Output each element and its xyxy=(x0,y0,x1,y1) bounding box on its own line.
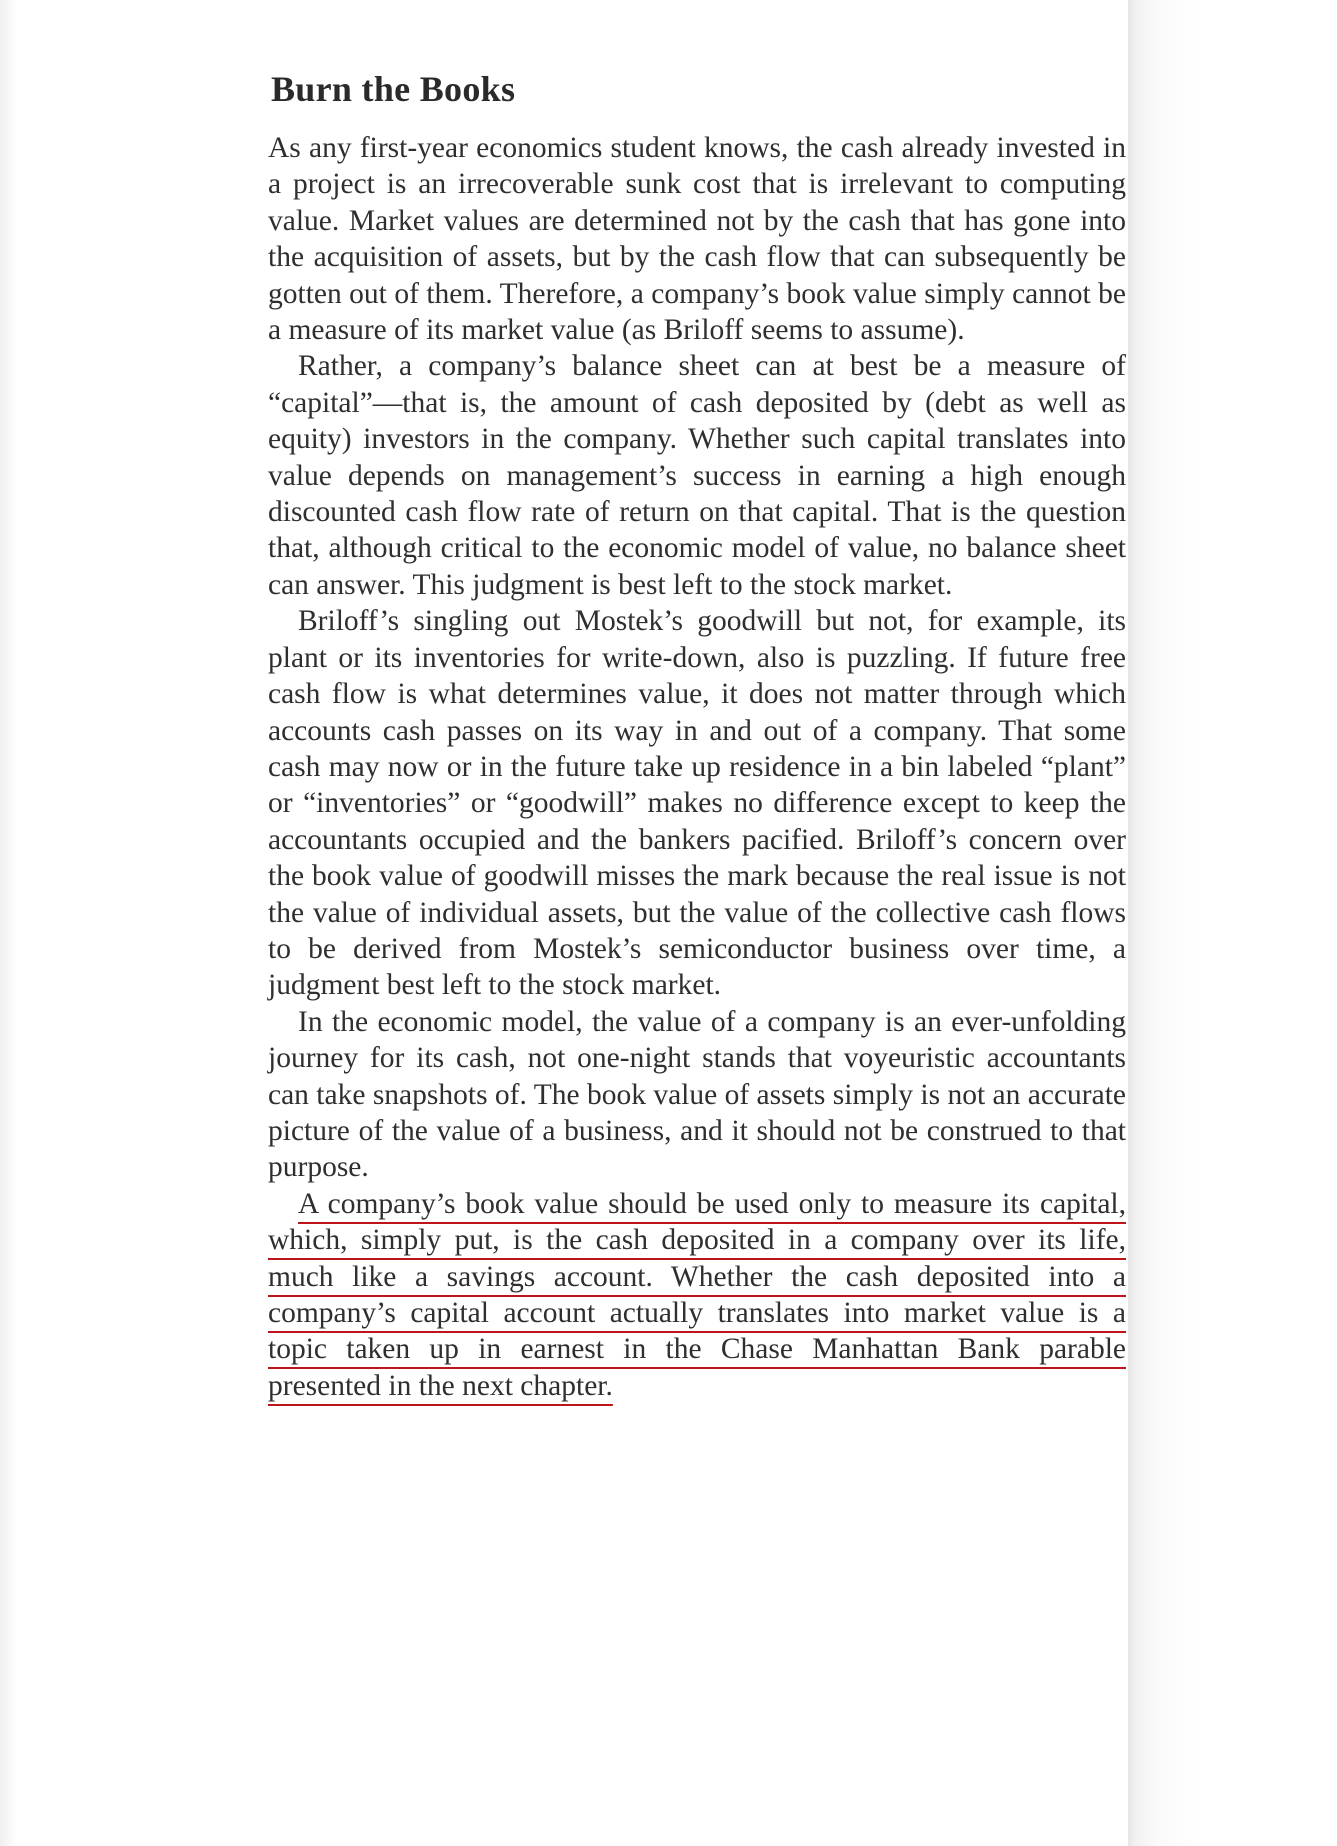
paragraph-2: Rather, a company’s balance sheet can at best be a measure of “capital”—that is, the amount of cash deposited by (debt as well as equity) investors in the company. Whether such capital translates into value depends on management’s success in earning a high enough discounted cash flow rate of return on that capital. That is the question that, although critical to the economic model of value, no balance sheet can answer. This judgment is best left to the stock market. xyxy=(268,350,1126,601)
paragraph-1: As any first-year economics student knows, the cash already invested in a project is an irrecoverable sunk cost that is irrelevant to computing value. Market values are determined not by the cash that has gone into the acquisition of assets, but by the cash flow that can subsequently be gotten out of them. Therefore, a company’s book value simply cannot be a measure of its market value (as Briloff seems to assume). xyxy=(268,132,1126,347)
paragraph-5-highlighted xyxy=(268,1186,1126,1404)
book-page xyxy=(268,62,1126,1404)
paragraph-4: In the economic model, the value of a company is an ever-unfolding journey for its cash, not one-night stands that voyeuristic accountants can take snapshots of. The book value of assets simply is not an accurate picture of the value of a business, and it should not be construed to that purpose. xyxy=(268,1005,1127,1184)
paragraph-3: Briloff’s singling out Mostek’s goodwill but not, for example, its plant or its inventories for write-down, also is puzzling. If future free cash flow is what determines value, it does not matter through which accounts cash passes on its way in and out of a company. That some cash may now or in the future take up residence in a bin labeled “plant” or “inventories” or “goodwill” makes no difference except to keep the accountants occupied and the bankers pacified. Briloff’s concern over the book value of goodwill misses the mark because the real issue is not the value of individual assets, but the value of the collective cash flows to be derived from Mostek’s semiconductor business over time, a judgment best left to the stock market. xyxy=(268,605,1126,1002)
page-gutter-shadow xyxy=(1128,0,1337,1846)
page-left-shadow xyxy=(0,0,18,1846)
section-title: Burn the Books xyxy=(271,69,516,109)
highlighted-passage: A company’s book value should be used only to measure its capital, which, simply put, is the cash deposited in a company over its life, much like a savings account. Whether the cash deposited into a company’s capital account actually translates into market value is a topic taken up in earnest in the Chase Manhattan Bank parable presented in the next chapter. xyxy=(268,1187,1126,1402)
